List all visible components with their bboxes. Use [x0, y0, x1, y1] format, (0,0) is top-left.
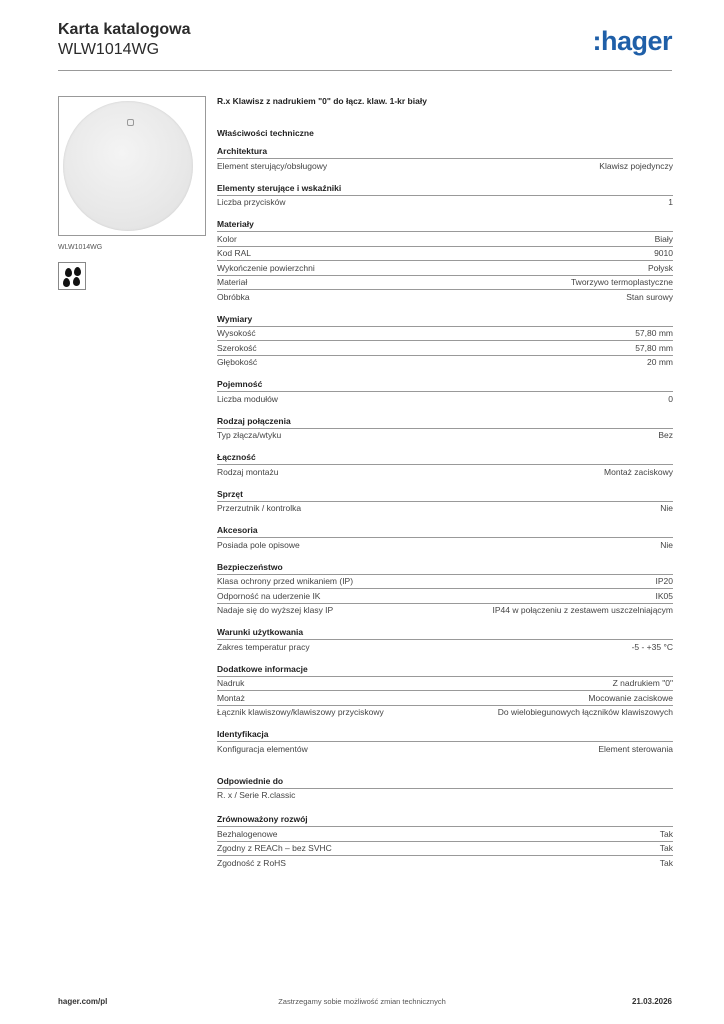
property-value: Stan surowy [626, 291, 673, 302]
property-row [217, 289, 673, 304]
property-section [217, 627, 673, 654]
property-label: Liczba przycisków [217, 197, 286, 208]
property-value: 20 mm [647, 357, 673, 368]
property-label: Zakres temperatur pracy [217, 641, 310, 652]
property-value: Klawisz pojedynczy [599, 160, 673, 171]
property-value: 0 [668, 393, 673, 404]
property-row [217, 826, 673, 841]
property-label: Kod RAL [217, 248, 252, 259]
property-section [217, 379, 673, 406]
property-row [217, 464, 673, 479]
property-section [217, 776, 673, 803]
property-label: Posiada pole opisowe [217, 539, 300, 550]
property-value: 1 [668, 197, 673, 208]
property-value: 57,80 mm [635, 328, 673, 339]
header-divider [58, 70, 672, 71]
image-caption: WLW1014WG [58, 244, 103, 251]
property-value: Bez [658, 430, 673, 441]
property-label: Zgodny z REACh – bez SVHC [217, 843, 332, 854]
property-section [217, 562, 673, 618]
section-heading: Bezpieczeństwo [217, 561, 283, 572]
property-value: Do wielobiegunowych łączników klawiszowych [497, 707, 673, 718]
property-label: Przerzutnik / kontrolka [217, 503, 302, 514]
drop-icon [63, 278, 70, 287]
property-row [217, 588, 673, 603]
property-section [217, 729, 673, 756]
property-value: IP20 [655, 576, 673, 587]
property-row [217, 788, 673, 803]
property-row [217, 158, 673, 173]
property-section [217, 416, 673, 443]
property-row [217, 428, 673, 443]
property-value: Połysk [647, 262, 673, 273]
property-label: Odporność na uderzenie IK [217, 590, 321, 601]
property-row [217, 275, 673, 290]
section-heading: Wymiary [217, 313, 253, 324]
property-row [217, 260, 673, 275]
property-value: Nie [660, 539, 673, 550]
property-label: Nadruk [217, 678, 245, 689]
property-label: Szerokość [217, 342, 257, 353]
property-section [217, 314, 673, 370]
property-value: Z nadrukiem "0" [612, 678, 673, 689]
property-section [217, 146, 673, 173]
footer-website: hager.com/pl [58, 997, 108, 1006]
section-heading: Materiały [217, 219, 254, 229]
property-section [217, 183, 673, 210]
section-heading: Sprzęt [217, 488, 243, 499]
section-heading: Rodzaj połączenia [217, 415, 291, 426]
document-header [58, 20, 190, 60]
property-row [217, 501, 673, 516]
property-row [217, 246, 673, 261]
section-heading: Akcesoria [217, 525, 258, 535]
section-heading: Dodatkowe informacje [217, 663, 308, 674]
property-row [217, 391, 673, 406]
property-label: Obróbka [217, 291, 250, 302]
property-row [217, 639, 673, 654]
footer-date: 21.03.2026 [631, 997, 672, 1006]
section-heading: Identyfikacja [217, 729, 269, 739]
property-row [217, 574, 673, 589]
property-row [217, 603, 673, 618]
property-value: Tak [659, 828, 673, 839]
property-value: 9010 [654, 248, 673, 259]
property-row [217, 355, 673, 370]
property-value: Biały [654, 233, 673, 244]
property-label: R. x / Serie R.classic [217, 790, 296, 801]
product-disc [63, 101, 193, 231]
property-label: Konfiguracja elementów [217, 743, 308, 754]
property-section [217, 525, 673, 552]
property-label: Montaż [217, 692, 245, 703]
property-sections [217, 146, 673, 870]
property-row [217, 676, 673, 691]
document-title: Karta katalogowa [58, 21, 191, 38]
property-label: Zgodność z RoHS [217, 857, 286, 868]
property-value: -5 - +35 °C [631, 641, 673, 652]
product-code: WLW1014WG [58, 41, 160, 58]
product-name: R.x Klawisz z nadrukiem "0" do łącz. klaw. 1-kr biały [217, 96, 427, 106]
technical-content [217, 96, 673, 870]
section-heading: Elementy sterujące i wskaźniki [217, 182, 342, 193]
property-section [217, 452, 673, 479]
section-heading: Architektura [217, 146, 268, 156]
property-label: Bezhalogenowe [217, 828, 278, 839]
property-section [217, 219, 673, 304]
property-label: Głębokość [217, 357, 258, 368]
property-label: Wykończenie powierzchni [217, 262, 315, 273]
product-image [58, 96, 206, 236]
property-value: 57,80 mm [635, 342, 673, 353]
property-row [217, 195, 673, 210]
property-label: Nadaje się do wyższej klasy IP [217, 605, 334, 616]
property-label: Materiał [217, 277, 248, 288]
section-heading: Warunki użytkowania [217, 627, 304, 637]
section-heading: Odpowiednie do [217, 775, 284, 786]
property-value: Nie [660, 503, 673, 514]
property-row [217, 741, 673, 756]
property-label: Klasa ochrony przed wnikaniem (IP) [217, 576, 354, 587]
drop-icon [74, 267, 81, 276]
section-heading: Pojemność [217, 379, 263, 389]
property-label: Liczba modułów [217, 393, 278, 404]
property-value: Tworzywo termoplastyczne [570, 277, 673, 288]
property-row [217, 326, 673, 341]
property-row [217, 537, 673, 552]
footer-disclaimer: Zastrzegamy sobie możliwość zmian technicznych [278, 997, 446, 1006]
property-label: Typ złącza/wtyku [217, 430, 282, 441]
property-row [217, 841, 673, 856]
property-row [217, 705, 673, 720]
property-row [217, 231, 673, 246]
two-drops-icon [58, 262, 86, 290]
property-row [217, 855, 673, 870]
property-value: Tak [659, 857, 673, 868]
property-value: IP44 w połączeniu z zestawem uszczelniającym [492, 605, 673, 616]
property-label: Łącznik klawiszowy/klawiszowy przyciskowy [217, 707, 384, 718]
section-heading: Łączność [217, 452, 256, 462]
property-value: IK05 [655, 590, 673, 601]
technical-properties-title: Właściwości techniczne [217, 128, 314, 138]
property-label: Wysokość [217, 328, 256, 339]
drop-icon [73, 277, 80, 286]
hager-logo: :hager [592, 26, 672, 56]
section-heading: Zrównoważony rozwój [217, 814, 308, 824]
property-value: Montaż zaciskowy [604, 466, 673, 477]
property-row [217, 690, 673, 705]
property-value: Mocowanie zaciskowe [588, 692, 673, 703]
drop-icon [65, 268, 72, 277]
property-section [217, 664, 673, 720]
property-label: Rodzaj montażu [217, 466, 279, 477]
property-section [217, 814, 673, 870]
property-section [217, 489, 673, 516]
property-value: Tak [659, 843, 673, 854]
property-label: Kolor [217, 233, 237, 244]
print-mark-icon [127, 119, 134, 126]
property-row [217, 340, 673, 355]
property-value: Element sterowania [598, 743, 673, 754]
property-label: Element sterujący/obsługowy [217, 160, 328, 171]
